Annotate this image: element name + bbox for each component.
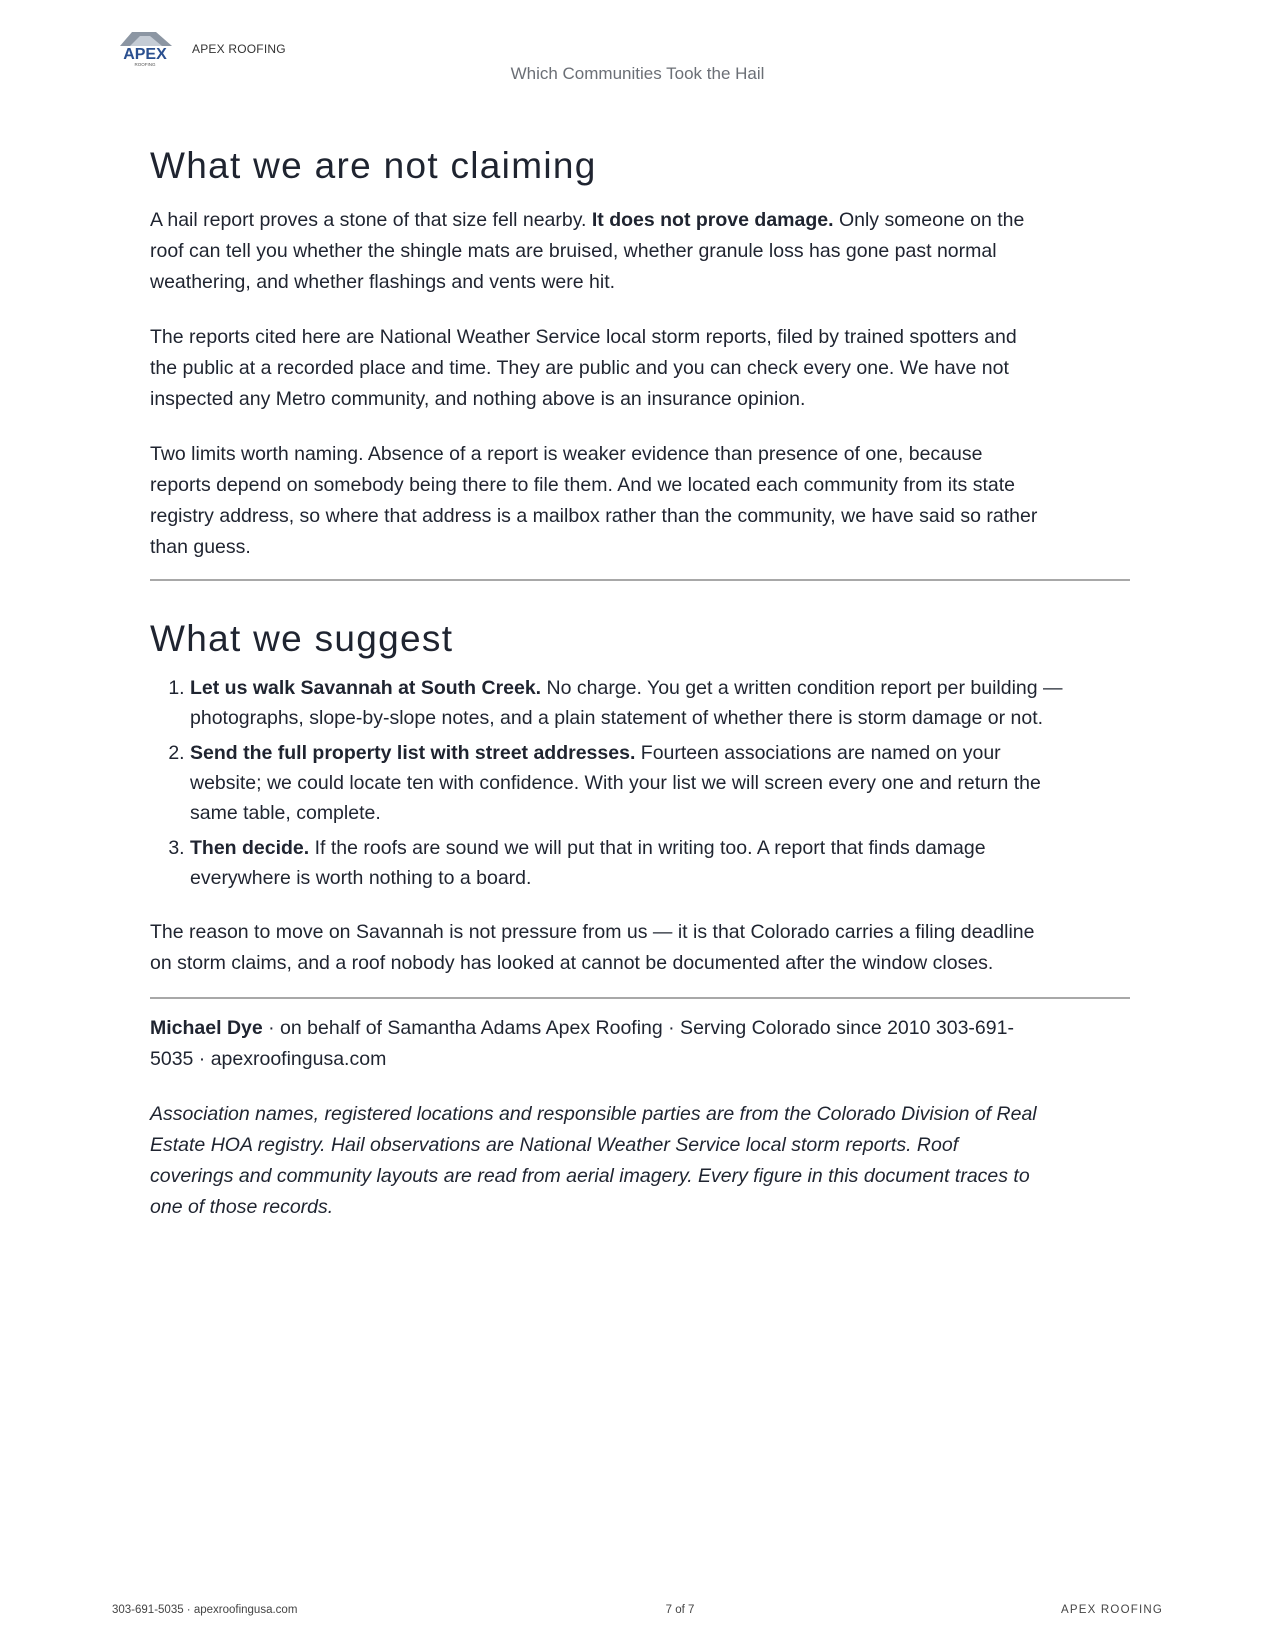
suggestion-item bbox=[190, 673, 1070, 733]
suggestion-text: If the roofs are sound we will put that in writing too. A report that finds damage everywhere is worth nothing to a board. bbox=[190, 837, 986, 890]
brand-name: APEX ROOFING bbox=[192, 42, 286, 56]
suggestion-text: Fourteen associations are named on your website; we could locate ten with confidence. With your list we will screen every one and return the same table, complete. bbox=[190, 742, 1041, 825]
section-divider bbox=[150, 579, 1130, 581]
suggestion-bold: Then decide. bbox=[190, 837, 310, 860]
page-number: 7 of 7 bbox=[665, 1604, 695, 1616]
footer-contact: 303-691-5035 · apexroofingusa.com bbox=[112, 1604, 298, 1616]
logo-subtext: ROOFING bbox=[134, 62, 156, 67]
claims-paragraph-2: The reports cited here are National Weather Service local storm reports, filed by trained spotters and the public at a recorded place and time. They are public and you can check every one. We have not inspected any Metro community, and nothing above is an insurance opinion. bbox=[150, 325, 1017, 410]
suggestion-text: No charge. You get a written condition report per building — photographs, slope-by-slope notes, and a plain statement of whether there is storm damage or not. bbox=[190, 677, 1063, 730]
running-title: Which Communities Took the Hail bbox=[510, 64, 765, 83]
suggestion-item bbox=[190, 738, 1070, 828]
logo-text: APEX bbox=[123, 46, 167, 63]
suggest-closing-paragraph: The reason to move on Savannah is not pressure from us — it is that Colorado carries a filing deadline on storm claims, and a roof nobody has looked at cannot be documented after the window closes. bbox=[150, 921, 1035, 975]
signature-name: Michael Dye bbox=[150, 1017, 263, 1040]
claims-p1-bold: It does not prove damage. bbox=[591, 208, 834, 231]
claims-p1-text-a: A hail report proves a stone of that size fell nearby. bbox=[150, 208, 587, 231]
signature-block bbox=[150, 1013, 1040, 1075]
source-note: Association names, registered locations and responsible parties are from the Colorado Division of Real Estate HOA registry. Hail observations are National Weather Service local storm reports. Roof coverings and community layouts are read from aerial imagery. Every figure in this document traces to one of those records. bbox=[150, 1103, 1037, 1219]
apex-roofing-logo bbox=[110, 28, 180, 68]
signature-divider bbox=[150, 997, 1130, 999]
claims-paragraph-1 bbox=[150, 205, 1040, 298]
claims-paragraph-3: Two limits worth naming. Absence of a report is weaker evidence than presence of one, because reports depend on somebody being there to file them. And we located each community from its state registry address, so where that address is a mailbox rather than the community, we have said so rather than guess. bbox=[150, 442, 1038, 558]
claims-p1-text-b: Only someone on the roof can tell you whether the shingle mats are bruised, whether granule loss has gone past normal weathering, and whether flashings and vents were hit. bbox=[150, 208, 1025, 293]
document-body bbox=[150, 146, 1130, 1247]
section-heading-claims: What we are not claiming bbox=[150, 145, 597, 186]
footer-brand: APEX ROOFING bbox=[1061, 1604, 1163, 1616]
suggestion-item bbox=[190, 833, 1070, 893]
signature-details: · on behalf of Samantha Adams Apex Roofing · Serving Colorado since 2010 303-691-5035 · apexroofingusa.com bbox=[150, 1017, 1014, 1071]
suggestion-list bbox=[150, 673, 1130, 893]
section-heading-suggest: What we suggest bbox=[150, 617, 454, 659]
suggestion-bold: Send the full property list with street addresses. bbox=[190, 742, 636, 765]
suggestion-bold: Let us walk Savannah at South Creek. bbox=[190, 677, 542, 700]
